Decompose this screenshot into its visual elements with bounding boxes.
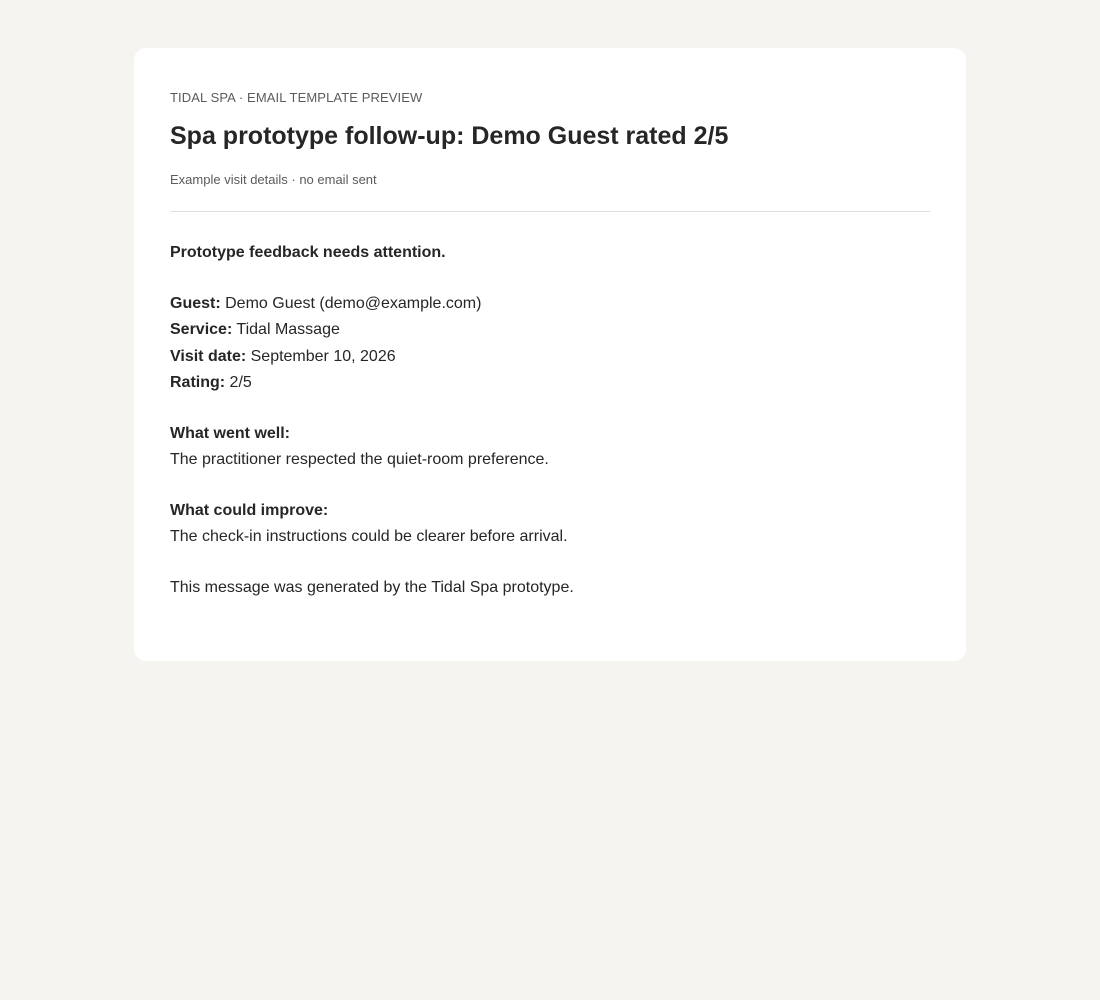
went-well-text: The practitioner respected the quiet-room preference. bbox=[170, 451, 549, 468]
generated-by-note: This message was generated by the Tidal Spa prototype. bbox=[170, 578, 574, 596]
email-preview-card bbox=[134, 48, 966, 661]
service-label: Service: bbox=[170, 321, 233, 338]
service-value: Tidal Massage bbox=[232, 321, 340, 338]
header-divider bbox=[170, 211, 930, 212]
visit-date-value: September 10, 2026 bbox=[246, 347, 396, 365]
service-detail-row bbox=[170, 317, 930, 344]
rating-value: 2/5 bbox=[225, 374, 252, 391]
attention-message: Prototype feedback needs attention. bbox=[170, 244, 446, 261]
spacer bbox=[170, 267, 930, 291]
rating-label: Rating: bbox=[170, 374, 226, 391]
email-subject-title: Spa prototype follow-up: Demo Guest rated 2/5 bbox=[170, 122, 729, 150]
visit-date-label: Visit date: bbox=[170, 347, 247, 365]
preview-subtitle: Example visit details · no email sent bbox=[170, 172, 377, 187]
template-preview-label: TIDAL SPA · EMAIL TEMPLATE PREVIEW bbox=[170, 90, 423, 105]
could-improve-text: The check-in instructions could be clearer before arrival. bbox=[170, 528, 568, 545]
spacer bbox=[170, 397, 930, 421]
went-well-heading: What went well: bbox=[170, 424, 290, 442]
rating-detail-row bbox=[170, 370, 930, 397]
guest-detail-row bbox=[170, 291, 930, 318]
spacer bbox=[170, 474, 930, 498]
guest-label: Guest: bbox=[170, 294, 221, 312]
could-improve-heading: What could improve: bbox=[170, 501, 329, 519]
guest-value: Demo Guest (demo@example.com) bbox=[220, 294, 482, 312]
visit-date-detail-row bbox=[170, 344, 930, 371]
spacer bbox=[170, 551, 930, 575]
email-body bbox=[170, 240, 930, 601]
